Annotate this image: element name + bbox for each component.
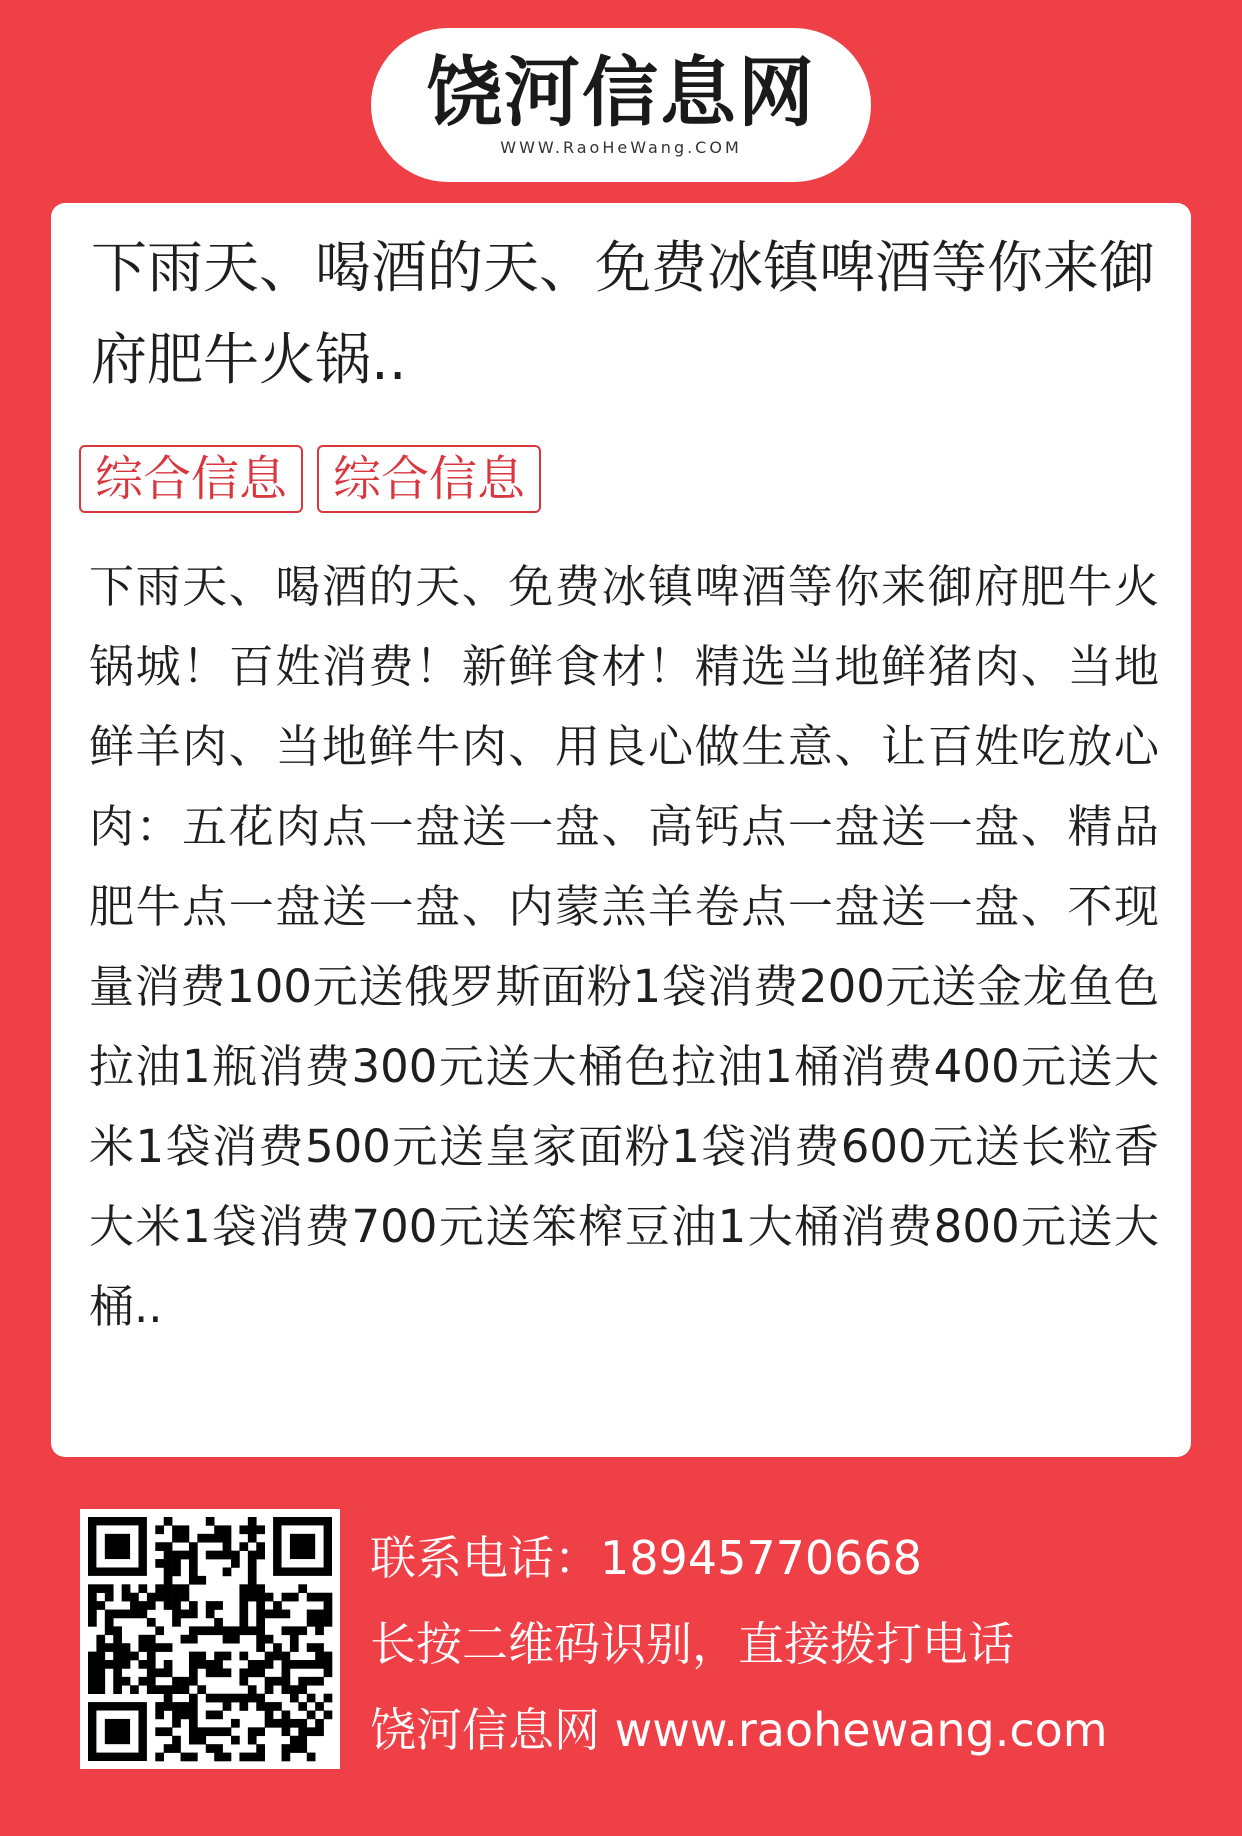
tag-list (79, 445, 541, 513)
post-content: 下雨天、喝酒的天、免费冰镇啤酒等你来御府肥牛火锅城！百姓消费！新鲜食材！精选当地鲜猪肉、当地鲜羊肉、当地鲜牛肉、用良心做生意、让百姓吃放心肉：五花肉点一盘送一盘、高钙点一盘送一盘、精品肥牛点一盘送一盘、内蒙羔羊卷点一盘送一盘、不现量消费100元送俄罗斯面粉1袋消费200元送金龙鱼色拉油1瓶消费300元送大桶色拉油1桶消费400元送大米1袋消费500元送皇家面粉1袋消费600元送长粒香大米1袋消费700元送笨榨豆油1大桶消费800元送大桶.. (89, 560, 1159, 1333)
site-logo[interactable] (371, 28, 871, 182)
site-line[interactable]: 饶河信息网 www.raohewang.com (370, 1703, 1108, 1757)
qr-code-graphic (80, 1509, 340, 1769)
phone-line[interactable]: 联系电话：18945770668 (370, 1531, 922, 1585)
qr-hint-line: 长按二维码识别，直接拨打电话 (370, 1617, 1014, 1671)
contact-info (370, 1515, 1220, 1773)
logo-url: WWW.RaoHeWang.COM (500, 138, 742, 157)
post-card (51, 203, 1191, 1457)
post-title: 下雨天、喝酒的天、免费冰镇啤酒等你来御府肥牛火锅.. (91, 236, 1155, 393)
category-tag[interactable]: 综合信息 (79, 445, 303, 513)
logo-title: 饶河信息网 (426, 48, 816, 137)
category-tag[interactable]: 综合信息 (317, 445, 541, 513)
qr-code-icon[interactable] (80, 1509, 340, 1769)
